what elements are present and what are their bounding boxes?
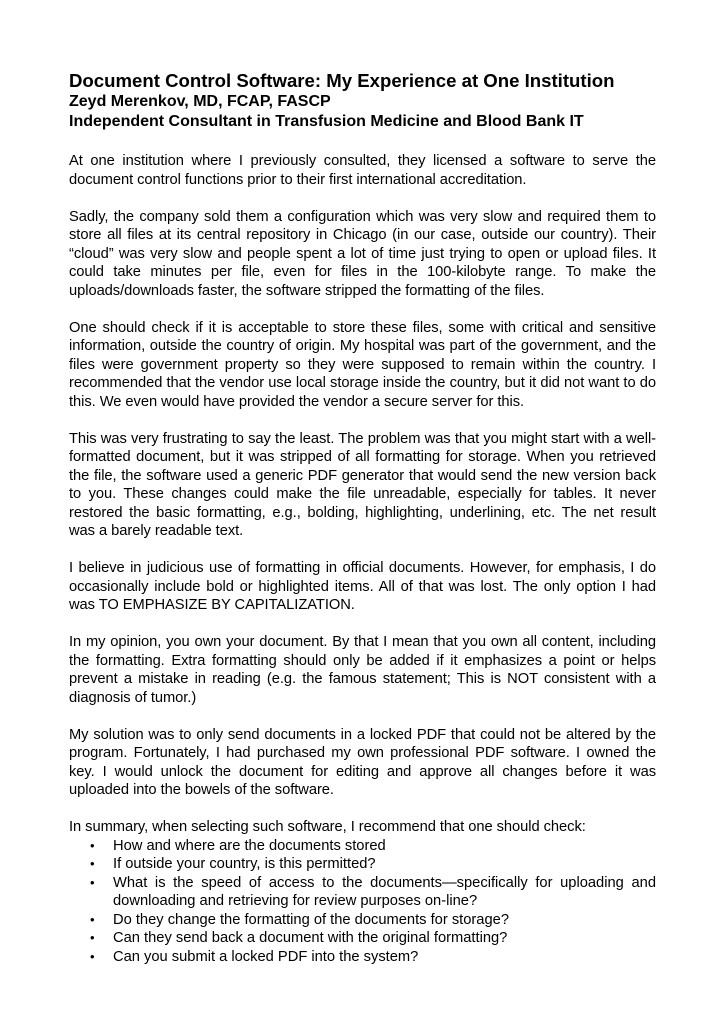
checklist-item xyxy=(69,874,656,911)
paragraph-intro: At one institution where I previously consulted, they licensed a software to serve the document control functions prior to their first international accreditation. xyxy=(69,153,656,188)
bullet-icon: • xyxy=(90,948,95,964)
paragraph-solution: My solution was to only send documents in a locked PDF that could not be altered by the program. Fortunately, I had purchased my own professional PDF software. I owned the key. I would unlock the document for editing and approve all changes before it was uploaded into the bowels of the software. xyxy=(69,726,656,798)
author-line: Zeyd Merenkov, MD, FCAP, FASCP xyxy=(69,93,331,110)
checklist-item xyxy=(69,855,656,874)
checklist xyxy=(69,837,656,967)
checklist-item xyxy=(69,837,656,856)
checklist-item xyxy=(69,948,656,967)
paragraph-emphasis: I believe in judicious use of formatting in official documents. However, for emphasis, I do occasionally include bold or highlighted items. All of that was lost. The only option I had was TO EMPHASIZE BY CAPITALIZATION. xyxy=(69,560,656,613)
paragraph-slow-config: Sadly, the company sold them a configuration which was very slow and required them to store all files at its central repository in Chicago (in our case, outside our country). Their “cloud” was very slow and people spent a lot of time just trying to open or upload files. It could take minutes per file, even for files in the 100-kilobyte range. To make the uploads/downloads faster, the software stripped the formatting of the files. xyxy=(69,208,656,299)
paragraph-ownership: In my opinion, you own your document. By that I mean that you own all content, including the formatting. Extra formatting should only be added if it emphasizes a point or helps prevent a mistake in reading (e.g. the famous statement; This is NOT consistent with a diagnosis of tumor.) xyxy=(69,634,656,706)
bullet-icon: • xyxy=(90,874,95,890)
bullet-icon: • xyxy=(90,856,95,871)
checklist-item-text: Can you submit a locked PDF into the system? xyxy=(113,948,419,965)
summary-lead: In summary, when selecting such software, I recommend that one should check: xyxy=(69,819,586,835)
checklist-item-text: What is the speed of access to the documents—specifically for uploading and downloading and retrieving for review purposes on-line? xyxy=(113,874,656,909)
bullet-icon: • xyxy=(90,930,95,945)
affiliation-line: Independent Consultant in Transfusion Medicine and Blood Bank IT xyxy=(69,113,584,130)
document-page xyxy=(69,70,656,966)
bullet-icon: • xyxy=(90,837,95,853)
bullet-icon: • xyxy=(90,911,95,927)
checklist-item-text: Do they change the formatting of the documents for storage? xyxy=(113,911,509,928)
paragraph-storage-location: One should check if it is acceptable to store these files, some with critical and sensitive information, outside the country of origin. My hospital was part of the government, and the files were government property so they were supposed to remain within the country. I recommended that the vendor use local storage inside the country, but it did not want to do this. We even would have provided the vendor a secure server for this. xyxy=(69,319,656,410)
checklist-item-text: If outside your country, is this permitted? xyxy=(113,856,376,872)
checklist-item xyxy=(69,929,656,948)
checklist-item-text: How and where are the documents stored xyxy=(113,837,386,854)
paragraph-formatting-stripped: This was very frustrating to say the least. The problem was that you might start with a well-formatted document, but it was stripped of all formatting for storage. When you retrieved the file, the software used a generic PDF generator that would send the new version back to you. These changes could make the file unreadable, especially for tables. It never restored the basic formatting, e.g., bolding, highlighting, underlining, etc. The net result was a barely readable text. xyxy=(69,430,656,539)
document-title: Document Control Software: My Experience at One Institution xyxy=(69,70,615,91)
checklist-item xyxy=(69,911,656,930)
document-header xyxy=(69,70,656,132)
checklist-item-text: Can they send back a document with the original formatting? xyxy=(113,930,508,946)
